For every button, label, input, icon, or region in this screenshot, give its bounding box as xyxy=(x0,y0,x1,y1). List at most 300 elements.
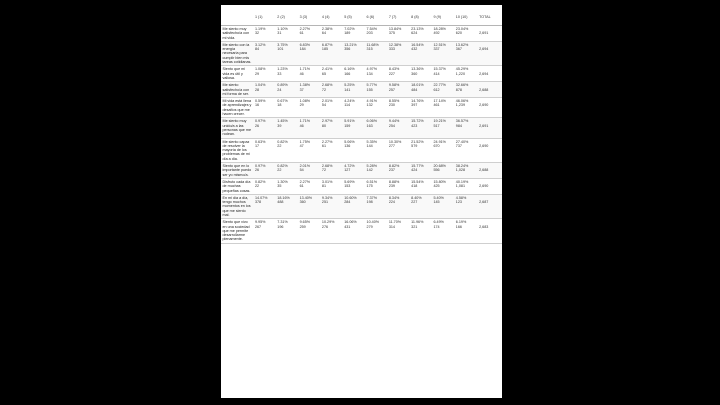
cell-percent: 40.19% xyxy=(455,179,469,184)
cell-percent: 15.37% xyxy=(433,67,446,72)
header-cell: 4 (4) xyxy=(320,9,342,26)
cell-percent: 5.35% xyxy=(366,139,377,144)
data-cell xyxy=(387,66,409,82)
cell-percent: 4.58% xyxy=(455,195,467,200)
data-cell xyxy=(387,138,409,162)
cell-percent: 23.13% xyxy=(411,27,424,31)
cell-count: 624 xyxy=(411,31,418,36)
header-cell: 6 (6) xyxy=(365,9,387,26)
total-value: 2,683 xyxy=(479,224,489,229)
cell-count: 101 xyxy=(277,47,284,52)
cell-percent: 8.40% xyxy=(411,195,422,200)
cell-percent: 5.28% xyxy=(366,164,377,169)
cell-percent: 5.91% xyxy=(344,119,355,124)
cell-count: 984 xyxy=(455,123,462,128)
data-cell xyxy=(365,26,387,42)
data-cell xyxy=(387,219,409,243)
total-value: 2,694 xyxy=(479,71,489,76)
total-value: 2,694 xyxy=(479,47,489,52)
data-cell xyxy=(410,98,432,118)
cell-count: 46 xyxy=(299,71,304,76)
cell-count: 175 xyxy=(366,184,373,189)
cell-percent: 2.01% xyxy=(321,99,333,104)
cell-percent: 6.06% xyxy=(366,119,377,124)
cell-count: 321 xyxy=(411,224,418,229)
data-cell xyxy=(320,163,342,179)
data-cell xyxy=(454,118,477,138)
data-cell xyxy=(343,41,365,65)
cell-percent: 1.19% xyxy=(254,27,266,31)
cell-percent: 5.77% xyxy=(366,83,377,88)
cell-count: 61 xyxy=(299,31,304,36)
cell-count: 163 xyxy=(366,123,373,128)
cell-percent: 0.67% xyxy=(277,99,288,104)
data-cell xyxy=(276,219,298,243)
cell-count: 65 xyxy=(321,71,326,76)
cell-percent: 13.84% xyxy=(388,27,402,31)
cell-count: 432 xyxy=(411,47,418,52)
cell-count: 29 xyxy=(254,71,260,76)
cell-count: 431 xyxy=(344,224,351,229)
data-cell xyxy=(365,82,387,98)
row-total xyxy=(478,118,502,138)
data-cell xyxy=(387,98,409,118)
cell-count: 54 xyxy=(321,103,326,108)
cell-count: 166 xyxy=(455,224,462,229)
cell-count: 259 xyxy=(299,224,306,229)
row-total xyxy=(478,178,502,194)
cell-count: 239 xyxy=(388,184,395,189)
cell-count: 166 xyxy=(344,71,351,76)
data-cell xyxy=(365,219,387,243)
cell-count: 184 xyxy=(299,47,306,52)
data-cell xyxy=(343,98,365,118)
data-cell xyxy=(320,66,342,82)
data-cell xyxy=(253,219,275,243)
table-row xyxy=(221,138,502,162)
cell-percent: 9.58% xyxy=(388,83,400,88)
row-total xyxy=(478,66,502,82)
data-cell xyxy=(432,219,454,243)
data-cell xyxy=(320,118,342,138)
header-cell: 5 (5) xyxy=(343,9,365,26)
total-value: 2,691 xyxy=(479,123,489,128)
cell-count: 134 xyxy=(366,71,373,76)
cell-percent: 15.77% xyxy=(411,164,424,169)
cell-count: 314 xyxy=(388,224,395,229)
cell-percent: 8.34% xyxy=(388,195,400,200)
cell-percent: 13.62% xyxy=(455,42,469,47)
cell-percent: 0.97% xyxy=(254,164,266,169)
cell-percent: 1.10% xyxy=(277,27,288,31)
cell-percent: 7.31% xyxy=(277,220,288,225)
cell-count: 196 xyxy=(277,224,284,229)
row-label: Me siento muy unido/a a las personas que me rodean. xyxy=(221,118,253,138)
data-cell xyxy=(454,66,477,82)
cell-percent: 10.60% xyxy=(344,195,357,200)
cell-count: 484 xyxy=(411,87,418,92)
data-cell xyxy=(298,41,320,65)
row-total xyxy=(478,194,502,218)
data-cell xyxy=(387,178,409,194)
data-cell xyxy=(410,82,432,98)
header-cell: 3 (3) xyxy=(298,9,320,26)
row-total xyxy=(478,82,502,98)
row-label: Mi vida está llena de aprendizajes y desafíos que me hacen crecer. xyxy=(221,98,253,118)
row-label: Siento que vivo en una sociedad que me permite desarrollarme plenamente. xyxy=(221,219,253,243)
cell-count: 136 xyxy=(344,143,351,148)
data-cell xyxy=(454,41,477,65)
cell-percent: 38.24% xyxy=(455,164,469,169)
cell-percent: 2.01% xyxy=(299,164,311,169)
total-value: 2,690 xyxy=(479,103,489,108)
cell-percent: 20.68% xyxy=(433,164,446,169)
row-label: Me siento satisfecho/a con mi forma de ser. xyxy=(221,82,253,98)
cell-count: 31 xyxy=(277,31,282,36)
data-cell xyxy=(365,98,387,118)
data-cell xyxy=(298,163,320,179)
cell-count: 64 xyxy=(321,31,326,36)
cell-count: 461 xyxy=(433,103,440,108)
data-cell xyxy=(343,178,365,194)
table-row xyxy=(221,194,502,218)
data-cell xyxy=(253,118,275,138)
total-value: 2,691 xyxy=(479,31,489,36)
cell-count: 276 xyxy=(321,224,329,229)
cell-percent: 2.27% xyxy=(299,27,311,31)
cell-count: 1,220 xyxy=(455,71,465,76)
table-row xyxy=(221,41,502,65)
data-cell xyxy=(387,41,409,65)
data-cell xyxy=(343,82,365,98)
data-cell xyxy=(454,163,477,179)
data-cell xyxy=(432,194,454,218)
data-cell xyxy=(298,138,320,162)
data-cell xyxy=(365,66,387,82)
cell-percent: 10.40% xyxy=(366,220,380,225)
cell-count: 254 xyxy=(388,123,395,128)
data-cell xyxy=(410,219,432,243)
cell-count: 1,028 xyxy=(455,168,465,173)
data-cell xyxy=(320,26,342,42)
data-cell xyxy=(365,41,387,65)
header-cell: 1 (1) xyxy=(253,9,275,26)
cell-count: 612 xyxy=(433,87,440,92)
cell-count: 61 xyxy=(321,143,326,148)
data-cell xyxy=(410,118,432,138)
cell-count: 174 xyxy=(433,224,440,229)
data-cell xyxy=(410,26,432,42)
header-cell: 7 (7) xyxy=(387,9,409,26)
cell-count: 424 xyxy=(411,168,418,173)
cell-count: 279 xyxy=(366,224,373,229)
cell-percent: 22.77% xyxy=(433,83,446,88)
data-cell xyxy=(276,26,298,42)
table-row xyxy=(221,118,502,138)
cell-percent: 4.24% xyxy=(344,99,355,104)
cell-percent: 1.30% xyxy=(277,179,288,184)
data-cell xyxy=(410,138,432,162)
row-label: Me siento muy satisfecho/a con mi vida. xyxy=(221,26,253,42)
cell-percent: 16.54% xyxy=(411,42,424,47)
data-cell xyxy=(387,82,409,98)
cell-percent: 1.38% xyxy=(299,83,311,88)
data-cell xyxy=(432,41,454,65)
cell-percent: 0.82% xyxy=(277,139,288,144)
data-cell xyxy=(253,82,275,98)
cell-count: 284 xyxy=(344,200,351,205)
total-value: 2,688 xyxy=(479,168,489,173)
results-table xyxy=(221,9,502,244)
cell-percent: 36.57% xyxy=(455,119,469,124)
data-cell xyxy=(298,26,320,42)
cell-count: 159 xyxy=(344,123,351,128)
survey-results-page xyxy=(221,5,502,398)
cell-percent: 15.72% xyxy=(411,119,424,124)
cell-percent: 8.88% xyxy=(388,179,400,184)
data-cell xyxy=(343,26,365,42)
data-cell xyxy=(387,163,409,179)
cell-percent: 8.82% xyxy=(388,164,400,169)
cell-percent: 5.06% xyxy=(344,139,355,144)
cell-percent: 8.43% xyxy=(388,67,400,72)
cell-percent: 12.38% xyxy=(388,42,402,47)
cell-count: 32 xyxy=(254,31,260,36)
cell-percent: 1.71% xyxy=(299,119,311,124)
cell-percent: 5.40% xyxy=(433,195,444,200)
cell-percent: 2.68% xyxy=(321,83,333,88)
cell-percent: 24.91% xyxy=(433,139,446,144)
cell-count: 54 xyxy=(299,168,304,173)
data-cell xyxy=(454,178,477,194)
cell-count: 198 xyxy=(366,200,373,205)
data-cell xyxy=(387,118,409,138)
cell-count: 144 xyxy=(366,143,373,148)
cell-percent: 1.23% xyxy=(277,67,288,72)
cell-count: 257 xyxy=(388,87,395,92)
table-row xyxy=(221,163,502,179)
header-cell-empty xyxy=(221,9,253,26)
cell-percent: 13.40% xyxy=(299,195,313,200)
data-cell xyxy=(365,163,387,179)
cell-percent: 6.19% xyxy=(455,220,467,225)
cell-count: 47 xyxy=(299,143,304,148)
cell-count: 72 xyxy=(321,87,326,92)
header-row xyxy=(221,9,502,26)
data-cell xyxy=(320,82,342,98)
cell-percent: 8.55% xyxy=(388,99,400,104)
row-total xyxy=(478,163,502,179)
cell-percent: 15.54% xyxy=(411,179,424,184)
data-cell xyxy=(298,118,320,138)
cell-percent: 3.12% xyxy=(254,42,266,47)
data-cell xyxy=(343,163,365,179)
cell-percent: 7.54% xyxy=(366,27,377,31)
data-cell xyxy=(410,194,432,218)
cell-count: 22 xyxy=(254,184,260,189)
row-total xyxy=(478,26,502,42)
table-row xyxy=(221,66,502,82)
cell-percent: 2.68% xyxy=(321,164,333,169)
cell-count: 153 xyxy=(344,184,351,189)
cell-percent: 18.01% xyxy=(411,83,424,88)
cell-count: 26 xyxy=(254,168,260,173)
row-label: Siento que en lo importante puedo ser yo mismo/a. xyxy=(221,163,253,179)
data-cell xyxy=(432,26,454,42)
data-cell xyxy=(253,41,275,65)
cell-count: 423 xyxy=(411,123,418,128)
data-cell xyxy=(320,178,342,194)
data-cell xyxy=(253,138,275,162)
row-total xyxy=(478,219,502,243)
cell-count: 517 xyxy=(433,123,440,128)
cell-count: 378 xyxy=(254,200,262,205)
cell-count: 29 xyxy=(299,103,304,108)
row-total xyxy=(478,138,502,162)
cell-percent: 1.45% xyxy=(277,119,288,124)
cell-percent: 4.91% xyxy=(366,99,377,104)
table-row xyxy=(221,219,502,243)
cell-count: 37 xyxy=(299,87,304,92)
cell-count: 230 xyxy=(388,103,395,108)
cell-percent: 3.01% xyxy=(321,179,333,184)
data-cell xyxy=(432,138,454,162)
cell-percent: 10.30% xyxy=(388,139,402,144)
cell-count: 488 xyxy=(277,200,284,205)
cell-count: 145 xyxy=(433,200,440,205)
data-cell xyxy=(298,194,320,218)
cell-count: 123 xyxy=(455,200,462,205)
cell-percent: 6.49% xyxy=(433,220,444,225)
data-cell xyxy=(253,98,275,118)
data-cell xyxy=(298,66,320,82)
header-cell: 8 (8) xyxy=(410,9,432,26)
data-cell xyxy=(320,41,342,65)
data-cell xyxy=(454,219,477,243)
cell-count: 414 xyxy=(433,71,440,76)
cell-percent: 9.44% xyxy=(388,119,400,124)
cell-percent: 13.36% xyxy=(411,67,424,72)
cell-count: 80 xyxy=(321,123,326,128)
cell-count: 155 xyxy=(366,87,373,92)
data-cell xyxy=(253,66,275,82)
total-value: 2,690 xyxy=(479,184,489,189)
row-total xyxy=(478,98,502,118)
cell-percent: 17.14% xyxy=(433,99,446,104)
cell-count: 237 xyxy=(388,168,395,173)
data-cell xyxy=(343,118,365,138)
data-cell xyxy=(343,194,365,218)
data-cell xyxy=(298,219,320,243)
data-cell xyxy=(454,82,477,98)
row-label: Disfruto cada día de muchas pequeñas cosas. xyxy=(221,178,253,194)
cell-percent: 13.21% xyxy=(344,42,357,47)
cell-percent: 2.38% xyxy=(321,27,333,31)
data-cell xyxy=(276,66,298,82)
cell-percent: 5.25% xyxy=(344,83,355,88)
cell-count: 367 xyxy=(455,47,462,52)
cell-percent: 0.89% xyxy=(277,83,288,88)
data-cell xyxy=(387,26,409,42)
cell-count: 24 xyxy=(277,87,282,92)
cell-percent: 2.41% xyxy=(321,67,333,72)
data-cell xyxy=(276,98,298,118)
cell-percent: 19.21% xyxy=(433,119,446,124)
cell-percent: 11.96% xyxy=(411,220,424,225)
cell-percent: 2.27% xyxy=(321,139,333,144)
cell-count: 35 xyxy=(277,184,282,189)
data-cell xyxy=(253,163,275,179)
total-value: 2,690 xyxy=(479,143,489,148)
cell-percent: 7.37% xyxy=(366,195,377,200)
data-cell xyxy=(454,98,477,118)
cell-count: 227 xyxy=(411,200,418,205)
cell-count: 620 xyxy=(455,31,462,36)
cell-percent: 16.06% xyxy=(344,220,357,225)
cell-percent: 2.97% xyxy=(321,119,333,124)
data-cell xyxy=(276,41,298,65)
header-cell: 2 (2) xyxy=(276,9,298,26)
row-label: Siento que mi vida es útil y valiosa. xyxy=(221,66,253,82)
data-cell xyxy=(298,98,320,118)
cell-count: 203 xyxy=(366,31,373,36)
row-label: Me siento con la energía necesaria para cumplir bien mis tareas cotidianas. xyxy=(221,41,253,65)
cell-count: 28 xyxy=(254,87,260,92)
data-cell xyxy=(276,163,298,179)
cell-count: 1,239 xyxy=(455,103,465,108)
data-cell xyxy=(432,66,454,82)
cell-percent: 0.82% xyxy=(277,164,288,169)
cell-percent: 21.52% xyxy=(411,139,424,144)
cell-percent: 6.87% xyxy=(321,42,333,47)
cell-count: 72 xyxy=(321,168,326,173)
cell-percent: 1.08% xyxy=(254,67,266,72)
cell-percent: 12.51% xyxy=(433,42,446,47)
cell-percent: 0.59% xyxy=(254,99,266,104)
table-row xyxy=(221,26,502,42)
data-cell xyxy=(298,178,320,194)
cell-count: 397 xyxy=(411,103,418,108)
data-cell xyxy=(253,178,275,194)
cell-percent: 27.40% xyxy=(455,139,469,144)
cell-count: 878 xyxy=(455,87,462,92)
cell-count: 16 xyxy=(254,103,260,108)
data-cell xyxy=(432,98,454,118)
cell-count: 579 xyxy=(411,143,418,148)
cell-count: 185 xyxy=(321,47,329,52)
data-cell xyxy=(320,194,342,218)
cell-percent: 0.82% xyxy=(254,179,266,184)
cell-count: 360 xyxy=(411,71,418,76)
data-cell xyxy=(253,194,275,218)
header-cell: 10 (10) xyxy=(454,9,477,26)
cell-count: 22 xyxy=(277,143,282,148)
table-row xyxy=(221,98,502,118)
cell-count: 375 xyxy=(388,31,395,36)
cell-percent: 0.97% xyxy=(254,119,266,124)
data-cell xyxy=(276,82,298,98)
data-cell xyxy=(253,26,275,42)
cell-percent: 5.69% xyxy=(344,179,355,184)
cell-count: 251 xyxy=(321,200,329,205)
data-cell xyxy=(320,98,342,118)
cell-count: 315 xyxy=(366,47,373,52)
data-cell xyxy=(410,41,432,65)
data-cell xyxy=(276,118,298,138)
data-cell xyxy=(387,194,409,218)
cell-percent: 14.76% xyxy=(411,99,424,104)
cell-count: 132 xyxy=(366,103,373,108)
